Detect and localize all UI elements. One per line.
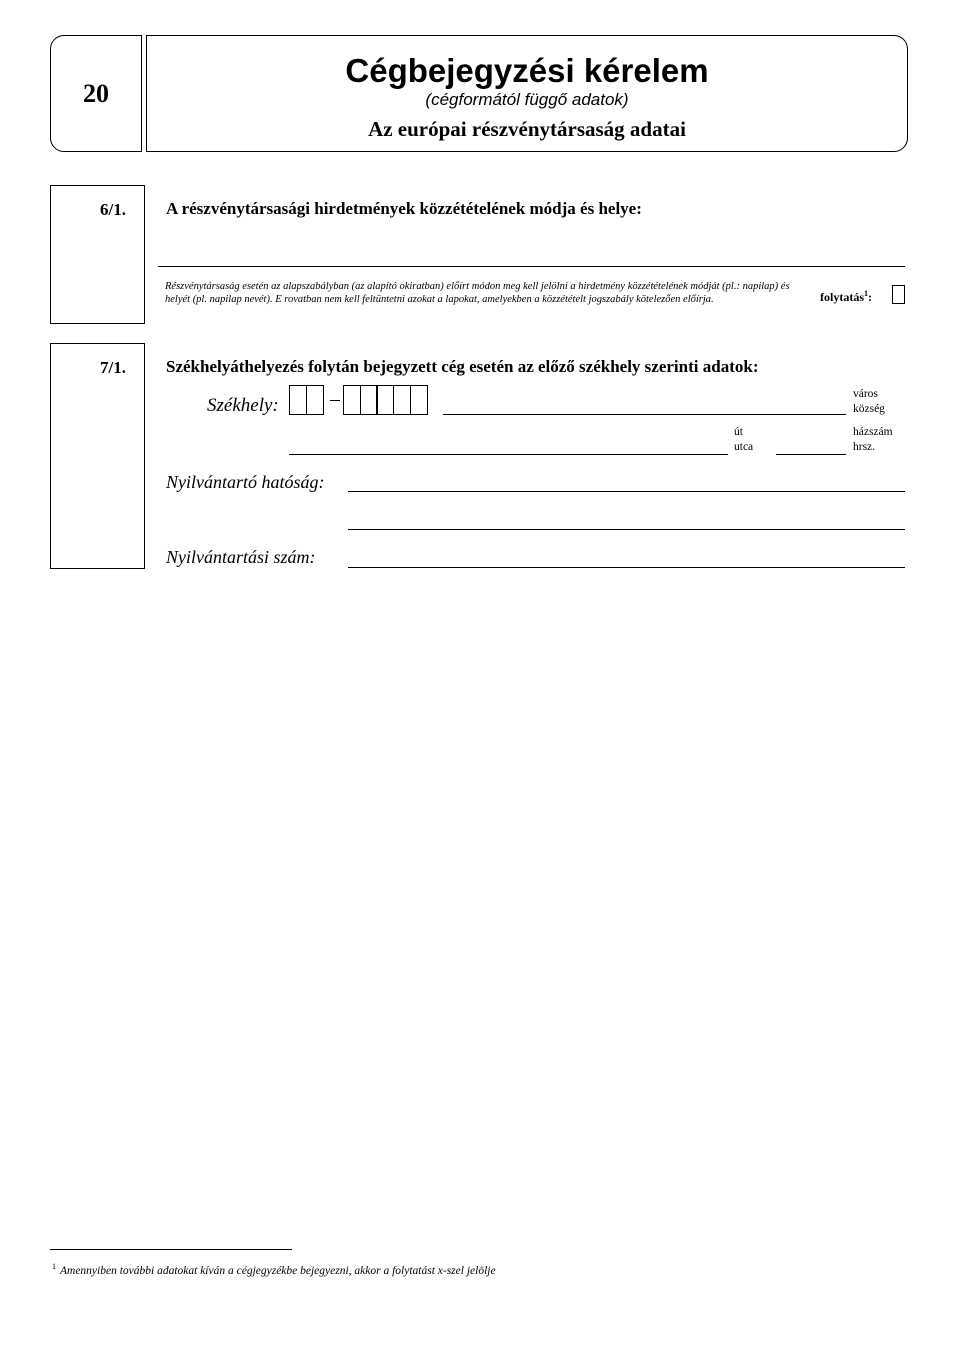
postal-code-cell[interactable] (393, 385, 411, 415)
section-6-1-number: 6/1. (100, 200, 126, 219)
city-field[interactable] (443, 414, 846, 415)
continuation-label: folytatás$^1$: (820, 289, 872, 304)
registry-number-field[interactable] (348, 567, 905, 568)
footnote-separator (50, 1249, 292, 1250)
postal-code-dash (330, 400, 340, 401)
registry-number-label: Nyilvántartási szám: (166, 547, 316, 567)
authority-field-line-2[interactable] (348, 529, 905, 530)
title-box (146, 35, 908, 152)
page-number: 20 (83, 78, 109, 108)
seat-label: Székhely: (207, 395, 279, 416)
postal-code-cell[interactable] (306, 385, 324, 415)
section-7-1-heading: Székhelyáthelyezés folytán bejegyzett cég esetén az előző székhely szerinti adatok: (166, 357, 759, 376)
section-6-1-heading: A részvénytársasági hirdetmények közzétételének módja és helye: (166, 199, 642, 218)
house-number-field[interactable] (776, 454, 846, 455)
footnote: $^1$ Amennyiben további adatokat kíván a cégjegyzékbe bejegyezni, akkor a folytatást x-szel jelölje (52, 1262, 496, 1277)
authority-field[interactable] (348, 491, 905, 492)
postal-code-cells-1[interactable] (290, 385, 324, 415)
form-subtitle: (cégformától függő adatok) (425, 90, 629, 109)
postal-code-cell[interactable] (376, 385, 394, 415)
continuation-checkbox[interactable] (892, 285, 905, 304)
city-label-2: község (853, 403, 885, 415)
postal-code-cells-2[interactable] (344, 385, 428, 415)
street-label-2: utca (734, 441, 754, 453)
house-label-1: házszám (853, 426, 893, 438)
form-section-title: Az európai részvénytársaság adatai (368, 117, 686, 141)
section-6-1-number-box (50, 185, 145, 324)
house-label-2: hrsz. (853, 441, 876, 453)
postal-code-cell[interactable] (289, 385, 307, 415)
publication-method-field[interactable] (158, 266, 905, 267)
postal-code-cell[interactable] (343, 385, 361, 415)
page-number-box (50, 35, 142, 152)
street-field[interactable] (289, 454, 728, 455)
section-7-1-number: 7/1. (100, 358, 126, 377)
street-label-1: út (734, 426, 743, 438)
section-7-1-number-box (50, 343, 145, 569)
postal-code-cell[interactable] (410, 385, 428, 415)
city-label-1: város (853, 388, 878, 400)
postal-code-cell[interactable] (360, 385, 378, 415)
authority-label: Nyilvántartó hatóság: (166, 472, 325, 492)
form-title: Cégbejegyzési kérelem (345, 52, 709, 89)
section-6-1-note: Részvénytársaság esetén az alapszabályban (az alapító okiratban) előírt módon meg kell jelölni a hirdetmény közzétételének módját (pl.: napilap) és helyét (pl. napilap nevét). E rovatban nem kell feltüntetni azokat a lapokat, amelyekben a közzétételt jogszabály kötelezően előírja. (165, 281, 790, 305)
